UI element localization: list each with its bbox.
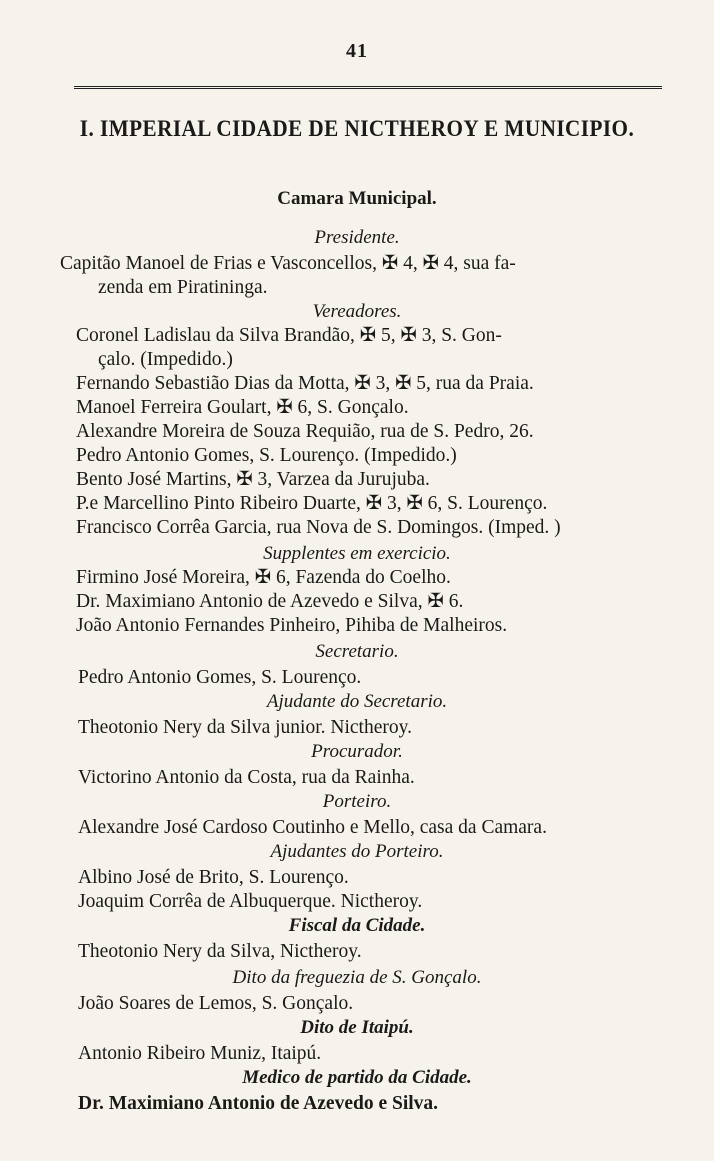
entry-line: Albino José de Brito, S. Lourenço. — [78, 867, 349, 888]
entry-line: P.e Marcellino Pinto Ribeiro Duarte, ✠ 3, ✠ 6, S. Lourenço. — [76, 493, 548, 514]
entry-line: João Antonio Fernandes Pinheiro, Pihiba de Malheiros. — [76, 615, 508, 636]
heading-porteiro: Porteiro. — [322, 791, 392, 812]
entry-line: Francisco Corrêa Garcia, rua Nova de S. Domingos. (Imped. ) — [76, 517, 561, 538]
entry-line: João Soares de Lemos, S. Gonçalo. — [78, 993, 354, 1014]
entry-line: Antonio Ribeiro Muniz, Itaipú. — [78, 1043, 322, 1064]
page-number: 41 — [346, 40, 368, 62]
entry-line: Alexandre José Cardoso Coutinho e Mello, casa da Camara. — [78, 817, 547, 838]
header-rule — [74, 86, 662, 89]
entry-line: Bento José Martins, ✠ 3, Varzea da Jurujuba. — [76, 469, 430, 490]
heading-ajudantes-porteiro: Ajudantes do Porteiro. — [270, 841, 444, 862]
heading-vereadores: Vereadores. — [312, 301, 402, 322]
entry-line: zenda em Piratininga. — [98, 277, 268, 298]
entry-line: Pedro Antonio Gomes, S. Lourenço. — [78, 667, 362, 688]
entry-line: Dr. Maximiano Antonio de Azevedo e Silva. — [78, 1093, 439, 1114]
heading-secretario: Secretario. — [315, 641, 399, 662]
entry-line: Manoel Ferreira Goulart, ✠ 6, S. Gonçalo. — [76, 397, 409, 418]
entry-line: Theotonio Nery da Silva, Nictheroy. — [78, 941, 362, 962]
heading-ajudante-secretario: Ajudante do Secretario. — [266, 691, 448, 712]
entry-line: Firmino José Moreira, ✠ 6, Fazenda do Coelho. — [76, 567, 451, 588]
entry-line: Theotonio Nery da Silva junior. Nictheroy. — [78, 717, 412, 738]
section-title: Camara Municipal. — [277, 188, 437, 209]
entry-line: Pedro Antonio Gomes, S. Lourenço. (Impedido.) — [76, 445, 457, 466]
main-title: I. IMPERIAL CIDADE DE NICTHEROY E MUNICIPIO. — [79, 116, 635, 141]
entry-line: Capitão Manoel de Frias e Vasconcellos, ✠ 4, ✠ 4, sua fa- — [60, 253, 516, 274]
heading-presidente: Presidente. — [314, 227, 400, 248]
entry-line: Dr. Maximiano Antonio de Azevedo e Silva, ✠ 6. — [76, 591, 464, 612]
entry-line: Joaquim Corrêa de Albuquerque. Nictheroy. — [78, 891, 423, 912]
heading-supplentes: Supplentes em exercicio. — [263, 543, 451, 564]
heading-dito-goncalo: Dito da freguezia de S. Gonçalo. — [232, 967, 482, 988]
heading-dito-itaipu: Dito de Itaipú. — [300, 1017, 414, 1038]
heading-medico: Medico de partido da Cidade. — [242, 1067, 472, 1088]
heading-procurador: Procurador. — [311, 741, 403, 762]
heading-fiscal: Fiscal da Cidade. — [288, 915, 426, 936]
entry-line: Victorino Antonio da Costa, rua da Rainha. — [78, 767, 415, 788]
entry-line: Fernando Sebastião Dias da Motta, ✠ 3, ✠ 5, rua da Praia. — [76, 373, 534, 394]
entry-line: Coronel Ladislau da Silva Brandão, ✠ 5, ✠ 3, S. Gon- — [76, 325, 502, 346]
entry-line: çalo. (Impedido.) — [98, 349, 233, 370]
entry-line: Alexandre Moreira de Souza Requião, rua de S. Pedro, 26. — [76, 421, 534, 442]
